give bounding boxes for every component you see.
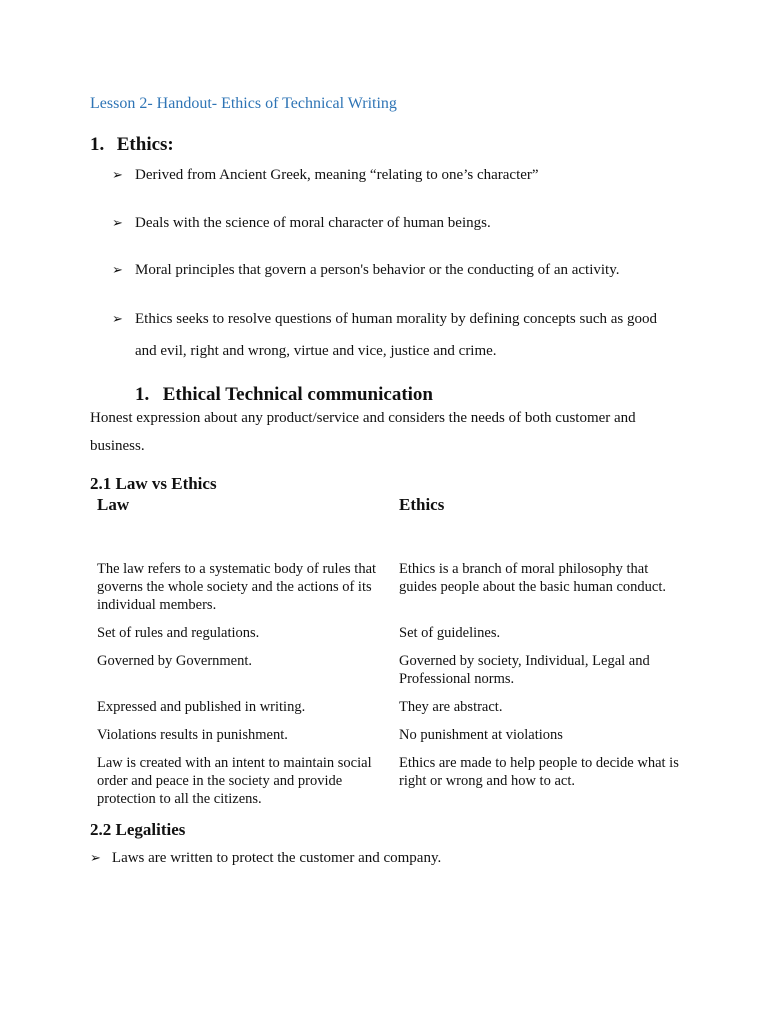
table-cell: Governed by Government. (97, 653, 253, 669)
table-row (92, 698, 689, 726)
list-item (112, 159, 672, 191)
section-ethics-heading (90, 134, 174, 156)
list-item-text: Derived from Ancient Greek, meaning “relating to one’s character” (135, 167, 539, 183)
document-title: Lesson 2- Handout- Ethics of Technical Writing (90, 95, 397, 112)
table-row (92, 726, 689, 754)
table-row (92, 754, 689, 818)
list-item-text: Ethics seeks to resolve questions of human morality by defining concepts such as good and evil, right and wrong, virtue and vice, justice and crime. (135, 311, 657, 359)
table-header-row (92, 494, 689, 560)
list-item (90, 848, 441, 868)
table-cell: They are abstract. (399, 699, 503, 715)
arrow-bullet-icon: ➢ (112, 311, 123, 326)
law-vs-ethics-table (92, 494, 689, 818)
table-cell: Violations results in punishment. (97, 727, 288, 743)
table-cell: Set of rules and regulations. (97, 625, 260, 641)
arrow-bullet-icon: ➢ (90, 850, 101, 865)
table-cell: The law refers to a systematic body of rules that governs the whole society and the actions of its individual members. (97, 561, 377, 613)
table-header-ethics: Ethics (399, 495, 445, 514)
section-paragraph: Honest expression about any product/service and considers the needs of both customer and business. (90, 410, 636, 454)
arrow-bullet-icon: ➢ (112, 262, 123, 277)
table-row (92, 624, 689, 652)
section-title: Ethical Technical communication (162, 384, 433, 405)
section-number: 1. (90, 134, 105, 155)
list-item (112, 207, 672, 239)
legalities-heading: 2.2 Legalities (90, 820, 186, 839)
arrow-bullet-icon: ➢ (112, 215, 123, 230)
section-ethical-communication-heading (135, 384, 433, 406)
table-cell: Expressed and published in writing. (97, 699, 306, 715)
list-item (112, 303, 672, 367)
table-cell: Set of guidelines. (399, 625, 501, 641)
list-item-text: Laws are written to protect the customer and company. (111, 850, 442, 866)
list-item-text: Moral principles that govern a person's behavior or the conducting of an activity. (135, 262, 620, 278)
section-title: Ethics: (116, 134, 174, 155)
table-cell: Governed by society, Individual, Legal and Professional norms. (399, 653, 650, 687)
list-item (112, 254, 672, 286)
table-row (92, 652, 689, 698)
arrow-bullet-icon: ➢ (112, 167, 123, 182)
table-cell: No punishment at violations (399, 727, 563, 743)
list-item-text: Deals with the science of moral character of human beings. (135, 215, 491, 231)
table-header-law: Law (97, 495, 130, 514)
table-row (92, 560, 689, 624)
section-number: 1. (135, 384, 150, 405)
law-vs-ethics-heading: 2.1 Law vs Ethics (90, 474, 217, 493)
table-cell: Ethics is a branch of moral philosophy that guides people about the basic human conduct. (399, 561, 666, 595)
table-cell: Law is created with an intent to maintain social order and peace in the society and provide protection to all the citizens. (97, 755, 372, 807)
table-cell: Ethics are made to help people to decide what is right or wrong and how to act. (399, 755, 679, 789)
